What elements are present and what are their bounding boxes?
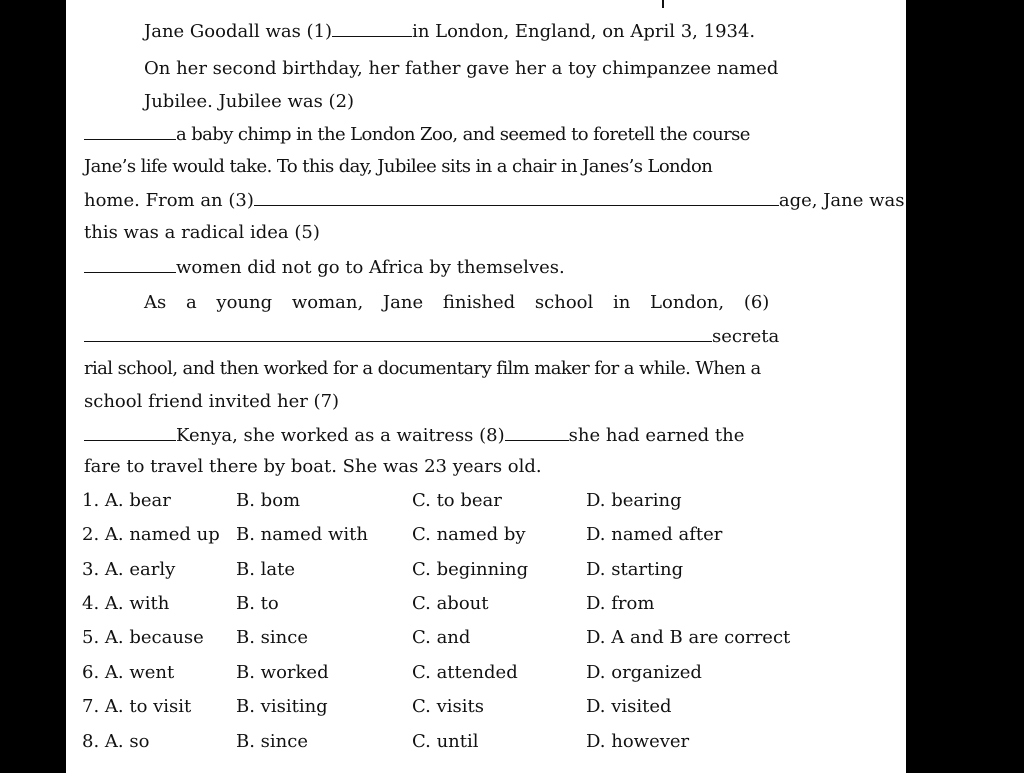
line-1-text-b: in London, England, on April 3, 1934. [412,21,756,42]
q2-option-b: B. named with [236,524,368,545]
passage-line-10 [84,325,779,348]
q6-option-a: 6. A. went [82,662,175,683]
q8-option-a: 8. A. so [82,731,150,752]
blank-3 [254,189,779,206]
passage-line-1 [144,20,755,43]
passage-line-13 [84,424,744,447]
q4-option-b: B. to [236,593,279,614]
q8-option-c: C. until [412,731,479,752]
q2-option-c: C. named by [412,524,526,545]
q3-option-b: B. late [236,559,296,580]
q7-option-d: D. visited [586,696,672,717]
q3-option-c: C. beginning [412,559,529,580]
passage-line-12: school friend invited her (7) [84,391,340,412]
passage-line-14: fare to travel there by boat. She was 23 years old. [84,456,542,477]
passage-line-8 [84,256,565,279]
passage-line-2: On her second birthday, her father gave her a toy chimpanzee named [144,58,779,79]
top-mark [662,0,664,8]
passage-line-6 [84,189,905,212]
worksheet-page [66,0,906,773]
q5-option-b: B. since [236,627,308,648]
line-13-text-b: she had earned the [568,425,745,446]
line-4-text: a baby chimp in the London Zoo, and seemed to foretell the course [176,124,750,145]
line-6-text-b: age, Jane was [778,190,905,211]
passage-line-3: Jubilee. Jubilee was (2) [144,91,355,112]
passage-line-7: this was a radical idea (5) [84,222,320,243]
q1-option-b: B. bom [236,490,301,511]
line-1-text-a: Jane Goodall was (1) [144,21,333,42]
q4-option-d: D. from [586,593,655,614]
line-11-text: rial school, and then worked for a documentary film maker for a while. When a [84,358,761,379]
blank-6 [84,325,712,342]
passage-line-11 [84,358,761,380]
passage-line-4 [84,123,750,146]
q1-option-a: 1. A. bear [82,490,171,511]
q6-option-d: D. organized [586,662,702,683]
q5-option-c: C. and [412,627,471,648]
blank-2 [84,123,176,140]
q8-option-d: D. however [586,731,690,752]
line-6-text-a: home. From an (3) [84,190,254,211]
q7-option-b: B. visiting [236,696,328,717]
line-10-text: secreta [712,326,780,347]
q5-option-d: D. A and B are correct [586,627,791,648]
q2-option-d: D. named after [586,524,723,545]
line-13-text-a: Kenya, she worked as a waitress (8) [176,425,505,446]
blank-7 [84,424,176,441]
q2-option-a: 2. A. named up [82,524,220,545]
q7-option-a: 7. A. to visit [82,696,192,717]
q6-option-b: B. worked [236,662,329,683]
blank-1 [332,20,412,37]
line-8-text: women did not go to Africa by themselves. [176,257,565,278]
q4-option-c: C. about [412,593,489,614]
q7-option-c: C. visits [412,696,484,717]
q1-option-d: D. bearing [586,490,682,511]
q5-option-a: 5. A. because [82,627,204,648]
q3-option-a: 3. A. early [82,559,176,580]
q1-option-c: C. to bear [412,490,502,511]
blank-5 [84,256,176,273]
passage-line-9: As a young woman, Jane finished school in London, (6) [144,292,770,313]
line-5-text: Jane’s life would take. To this day, Jubilee sits in a chair in Janes’s London [84,156,713,177]
q3-option-d: D. starting [586,559,684,580]
q4-option-a: 4. A. with [82,593,170,614]
q8-option-b: B. since [236,731,308,752]
passage-line-5 [84,156,712,178]
blank-8 [505,424,569,441]
q6-option-c: C. attended [412,662,518,683]
